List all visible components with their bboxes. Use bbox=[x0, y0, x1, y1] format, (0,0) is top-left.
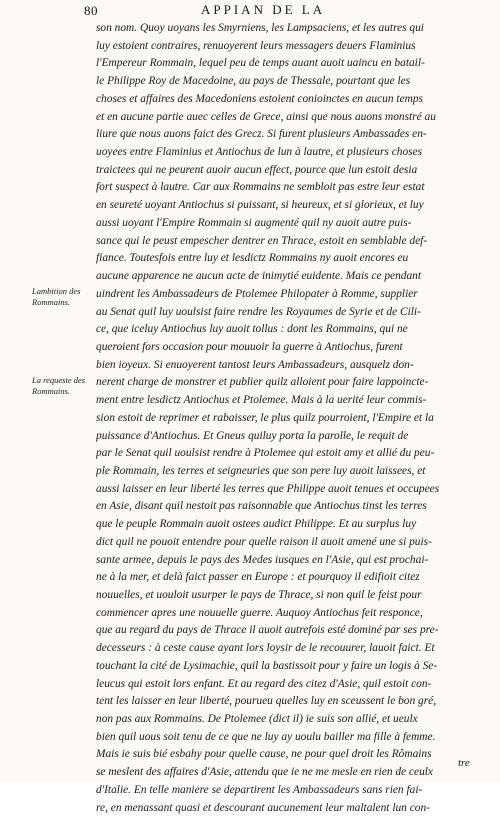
text-line: que au regard du pays de Thrace il auoit autrefois esté dominé par ses pre- bbox=[96, 624, 439, 637]
text-line: touchant la cité de Lysimachie, quil la bastissoit pour y faire un logis à Se- bbox=[96, 659, 438, 672]
margin-note-ambition bbox=[32, 286, 94, 307]
text-line: liure que nous auons faict des Grecz. Si furent plusieurs Ambassades en- bbox=[96, 128, 427, 141]
margin-note-line: Lambition des bbox=[32, 286, 81, 296]
text-line: bien ioyeux. Si enuoyerent tantost leurs Ambassadeurs, ausquelz don- bbox=[96, 358, 414, 371]
text-line: en seureté uoyant Antiochus si puissant, si heureux, et si glorieux, et luy bbox=[96, 199, 424, 212]
text-line: leucus qui estoit lors enfant. Et au regard des citez d'Asie, quil estoit con- bbox=[96, 677, 432, 690]
text-line: bien quil uous soit tenu de ce que ne luy ay uoulu bailler ma fille à femme. bbox=[96, 730, 436, 743]
text-line: fiance. Toutesfois entre luy et lesdictz Rommains ny auoit encores eu bbox=[96, 252, 409, 265]
text-line: uindrent les Ambassadeurs de Ptolemee Philopater à Romme, supplier bbox=[96, 287, 418, 300]
text-line: aussi uoyant l'Empire Rommain si augmenté quil ny auoit autre puis- bbox=[96, 216, 412, 229]
text-line: choses et affaires des Macedoniens estoient conioinctes en aucun temps bbox=[96, 92, 423, 105]
text-line: l'Empereur Rommain, lequel peu de temps auant auoit uaincu en batail- bbox=[96, 57, 425, 70]
text-line: aucune apparence ne aucun acte de inimytié euidente. Mais ce pendant bbox=[96, 270, 422, 283]
margin-note-request bbox=[32, 375, 94, 396]
text-line: non pas aux Rommains. De Ptolemee (dict il) ie suis son allié, et ueulx bbox=[96, 713, 418, 726]
text-line: sion estoit de reprimer et rabaisser, le plus quilz pourroient, l'Empire et la bbox=[96, 411, 434, 424]
text-line: en Asie, disant quil nestoit pas raisonnable que Antiochus tinst les terres bbox=[96, 500, 427, 513]
text-line: queroient fors occasion pour mouuoir la guerre à Antiochus, furent bbox=[96, 340, 403, 353]
text-line: par le Senat quil uoulsist rendre à Ptolemee qui estoit amy et allié du peu- bbox=[96, 447, 435, 460]
body-text-block bbox=[96, 20, 488, 817]
text-line: que le peuple Rommain auoit ostees audict Philippe. Et au surplus luy bbox=[96, 518, 417, 531]
text-line: au Senat quil luy uoulsist faire rendre les Royaumes de Syrie et de Cili- bbox=[96, 305, 421, 318]
margin-note-line: Rommains. bbox=[32, 296, 71, 307]
margin-note-line: La requeste des bbox=[32, 375, 86, 385]
text-line: ne à la mer, et delà faict passer en Europe : et pourquoy il edifioit citez bbox=[96, 571, 420, 584]
text-line: re, en menassant quasi et descourant aucunement leur maltalent lun con- bbox=[96, 801, 430, 814]
text-line: le Philippe Roy de Macedoine, au pays de Thessale, pourtant que les bbox=[96, 75, 411, 88]
text-line: luy estoient contraires, renuoyerent leurs messagers deuers Flaminius bbox=[96, 39, 416, 52]
text-line: ment entre lesdictz Antiochus et Ptolemee. Mais à la uerité leur commis- bbox=[96, 394, 427, 407]
text-line: sance qui le peust empescher dentrer en Thrace, estoit en semblable def- bbox=[96, 234, 428, 247]
text-line: se meslent des affaires d'Asie, attendu que ie ne me mesle en rien de ceulx bbox=[96, 766, 433, 779]
text-line: ce, que iceluy Antiochus luy auoit tollus : dont les Rommains, qui ne bbox=[96, 323, 408, 336]
text-line: sante armee, depuis le pays des Medes iusques en l'Asie, qui est prochai- bbox=[96, 553, 429, 566]
text-line: uoyees entre Flaminius et Antiochus de lun à lautre, et plusieurs choses bbox=[96, 146, 423, 159]
text-line: et en aucune partie auec celles de Grece, ainsi que nous auons monstré au bbox=[96, 110, 436, 123]
page-number: 80 bbox=[84, 3, 98, 18]
text-line: commencer apres une nouuelle guerre. Auquoy Antiochus feit responce, bbox=[96, 606, 423, 619]
text-line: aussi laisser en leur liberté les terres que Philippe auoit tenues et occupees bbox=[96, 482, 440, 495]
text-line: son nom. Quoy uoyans les Smyrniens, les Lampsaciens, et les autres qui bbox=[96, 22, 424, 34]
catchword: tre bbox=[458, 757, 470, 769]
text-line: nerent charge de monstrer et publier quilz alloient pour faire lappoincte- bbox=[96, 376, 429, 389]
text-line: Mais ie suis bié esbahy pour quelle cause, ne pour quel droit les Rômains bbox=[96, 748, 432, 761]
text-line: puissance d'Antiochus. Et Gneus quiluy porta la parolle, le requit de bbox=[96, 429, 409, 442]
text-line: dict quil ne pouoit entendre pour quelle raison il auoit amené une si puis- bbox=[96, 535, 432, 548]
text-line: d'Italie. En telle maniere se departirent les Ambassadeurs sans rien fai- bbox=[96, 783, 423, 796]
text-line: decesseurs : à ceste cause ayant lors loysir de le recouurer, lauoit faict. Et bbox=[96, 642, 435, 655]
text-line: traictees qui ne peurent auoir aucun effect, pource que lun estoit desia bbox=[96, 163, 418, 176]
text-line: ple Rommain, les terres et seigneuries que son pere luy auoit laissees, et bbox=[96, 464, 426, 477]
text-line: tent les laisser en leur liberté, pourueu quelles luy en sceussent le bon gré, bbox=[96, 695, 437, 708]
margin-note-line: Rommains. bbox=[32, 385, 71, 396]
running-title: APPIAN DE LA bbox=[201, 2, 326, 17]
text-line: nouuelles, et uouloit usurper le pays de Thrace, si non quil le feist pour bbox=[96, 589, 422, 601]
text-line: fort suspect à lautre. Car aux Rommains ne sembloit pas estre leur estat bbox=[96, 181, 425, 194]
